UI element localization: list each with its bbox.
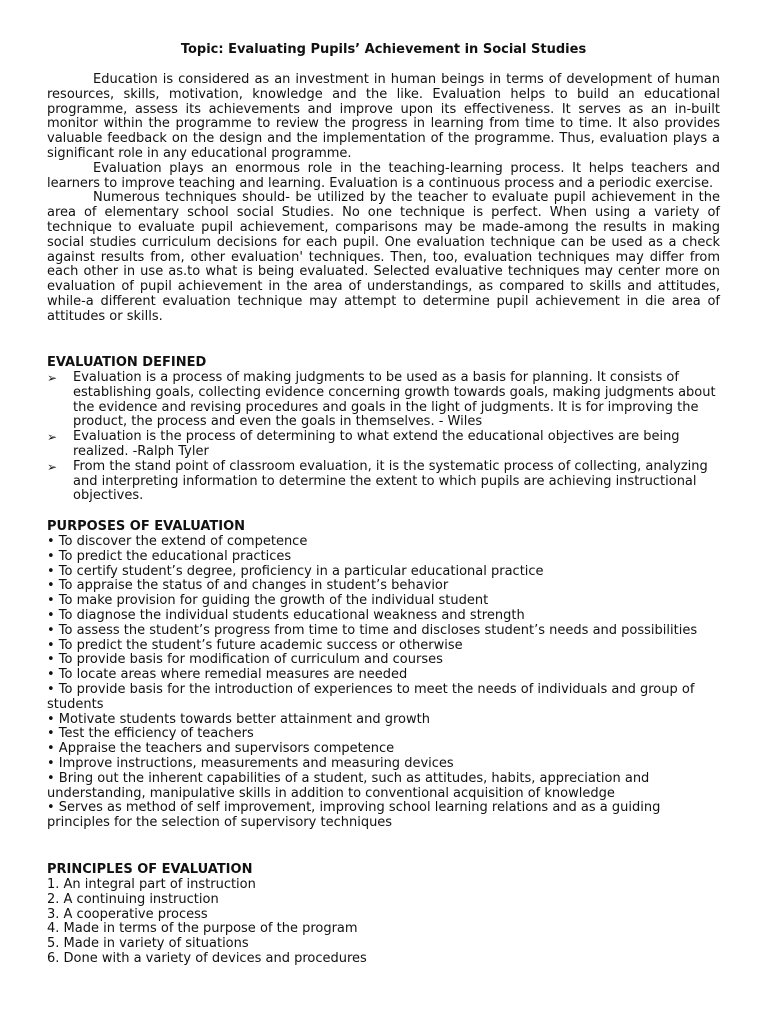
purpose-item: • Test the efficiency of teachers: [47, 726, 254, 742]
purpose-item: • To predict the student’s future academic success or otherwise: [47, 637, 463, 653]
principles-heading: PRINCIPLES OF EVALUATION: [47, 862, 253, 877]
arrow-bullet-icon: ➢: [47, 371, 58, 385]
principles-list: [47, 878, 720, 967]
purpose-item: • To discover the extend of competence: [47, 534, 308, 549]
principle-item: 5. Made in variety of situations: [47, 936, 249, 952]
purpose-item: • To certify student’s degree, proficiency in a particular educational practice: [47, 563, 544, 579]
arrow-bullet-icon: ➢: [47, 430, 58, 445]
arrow-bullet-icon: ➢: [47, 459, 58, 474]
principle-item: 4. Made in terms of the purpose of the program: [47, 921, 358, 937]
principle-item: 3. A cooperative process: [47, 906, 208, 922]
purpose-item: • Appraise the teachers and supervisors competence: [47, 741, 395, 757]
purposes-list: [47, 535, 720, 831]
definition-item: [47, 430, 720, 460]
principle-item: 1. An integral part of instruction: [47, 877, 256, 892]
purpose-item: • To provide basis for modification of curriculum and courses: [47, 652, 443, 668]
document-title: Topic: Evaluating Pupils’ Achievement in Social Studies: [180, 42, 587, 57]
definition-item: [47, 460, 720, 504]
definition-text: Evaluation is a process of making judgments to be used as a basis for planning. It consists of establishing goals, collecting evidence concerning growth towards goals, making judgments about the evidence and revising procedures and goals in the light of judgments. It is for improving the product, the process and even the goals in themselves. - Wiles: [73, 370, 716, 430]
principle-item: 2. A continuing instruction: [47, 891, 219, 907]
intro-paragraph: Numerous techniques should- be utilized by the teacher to evaluate pupil achievement in the area of elementary school social Studies. No one technique is perfect. When using a variety of technique to evaluate pupil achievement, comparisons may be made-among the results in making social studies curriculum decisions for each pupil. One evaluation technique can be used as a check against results from, other evaluation' techniques. Then, too, evaluation techniques may differ from each other in use as.to what is being evaluated. Selected evaluative techniques may center more on evaluation of pupil achievement in the area of understandings, as compared to skills and attitudes, while-a different evaluation technique may attempt to determine pupil achievement in die area of attitudes or skills.: [47, 190, 720, 324]
purpose-item: • To diagnose the individual students educational weakness and strength: [47, 607, 525, 623]
purpose-item: • Bring out the inherent capabilities of a student, such as attitudes, habits, appreciation and understanding, manipulative skills in addition to conventional acquisition of knowledge: [47, 770, 650, 801]
evaluation-defined-heading: EVALUATION DEFINED: [47, 355, 207, 370]
purpose-item: • To predict the educational practices: [47, 548, 292, 564]
purposes-heading: PURPOSES OF EVALUATION: [47, 519, 246, 534]
principle-item: 6. Done with a variety of devices and procedures: [47, 950, 367, 966]
purpose-item: • Improve instructions, measurements and measuring devices: [47, 755, 454, 771]
purpose-item: • Serves as method of self improvement, improving school learning relations and as a guiding principles for the selection of supervisory techniques: [47, 800, 661, 831]
purpose-item: • To assess the student’s progress from time to time and discloses student’s needs and possibilities: [47, 622, 698, 638]
purpose-item: • To make provision for guiding the growth of the individual student: [47, 593, 489, 609]
intro-section: [47, 73, 720, 325]
purpose-item: • To provide basis for the introduction of experiences to meet the needs of individuals and group of students: [47, 681, 695, 712]
purpose-item: • Motivate students towards better attainment and growth: [47, 711, 430, 727]
purpose-item: • To appraise the status of and changes in student’s behavior: [47, 578, 449, 594]
definition-item: [47, 371, 720, 430]
intro-paragraph: Evaluation plays an enormous role in the teaching-learning process. It helps teachers and learners to improve teaching and learning. Evaluation is a continuous process and a periodic exercise.: [47, 160, 720, 191]
evaluation-defined-list: [47, 371, 720, 504]
definition-text: Evaluation is the process of determining to what extend the educational objectives are being realized. -Ralph Tyler: [73, 429, 680, 459]
purpose-item: • To locate areas where remedial measures are needed: [47, 667, 408, 683]
definition-text: From the stand point of classroom evaluation, it is the systematic process of collecting, analyzing and interpreting information to determine the extent to which pupils are achieving instructional objectives.: [73, 458, 708, 504]
intro-paragraph: Education is considered as an investment in human beings in terms of development of human resources, skills, motivation, knowledge and the like. Evaluation helps to build an educational programme, assess its achievements and improve upon its effectiveness. It serves as an in-built monitor within the programme to review the progress in learning from time to time. It also provides valuable feedback on the design and the implementation of the programme. Thus, evaluation plays a significant role in any educational programme.: [47, 72, 720, 161]
